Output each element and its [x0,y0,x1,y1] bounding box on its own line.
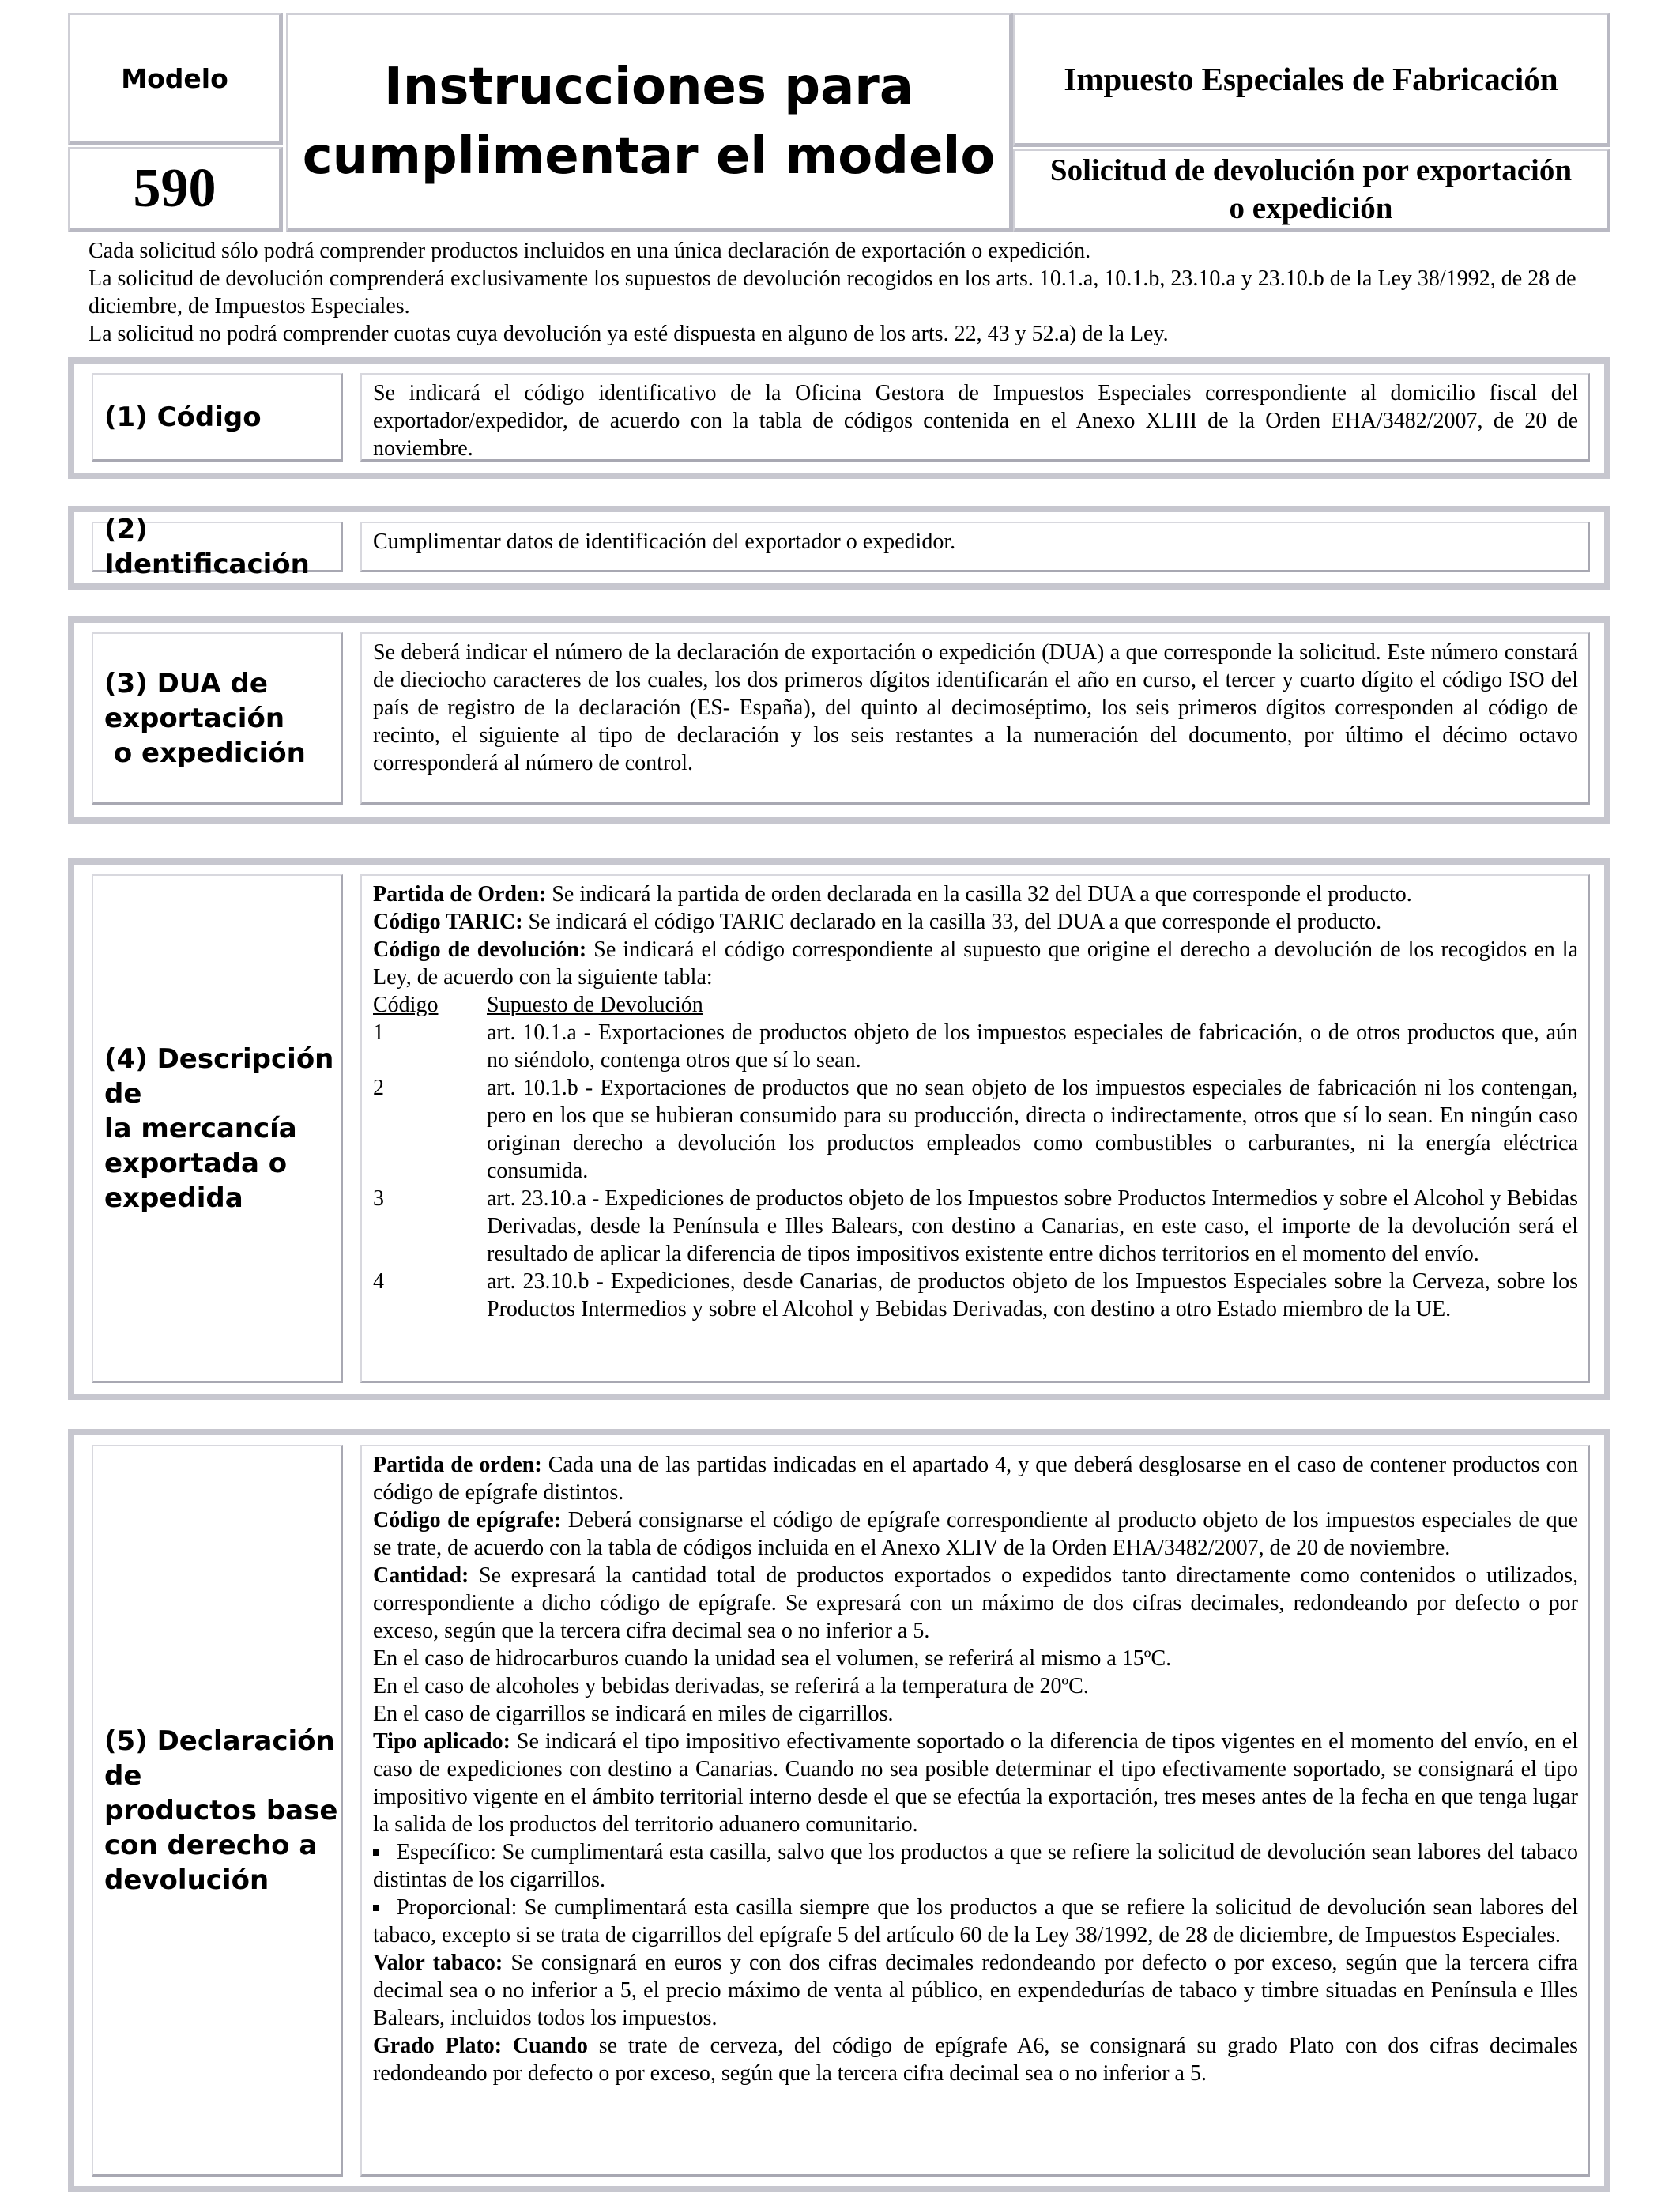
row-text: art. 23.10.a - Expediciones de productos objeto de los Impuestos sobre Productos Intermedios y sobre el Alcohol y Bebidas Derivadas, desde la Península e Illes Balears, con destino a Canarias, en este caso, el importe de la devolución será el resultado de aplicar la diferencia de tipos impositivos existente entre dichos territorios en el momento del envío. [487,1186,1578,1266]
section-5-label-line-4: devolución [104,1864,269,1896]
intro-paragraph-2: La solicitud de devolución comprenderá exclusivamente los supuestos de devolución recogidos en los arts. 10.1.a, 10.1.b, 23.10.a y 23.10.b de la Ley 38/1992, de 28 de diciembre, de Impuestos Especiales. [89,266,1576,319]
grado-plato-term: Grado Plato: Cuando [373,2034,588,2058]
intro-text [89,237,1614,348]
section-1-label: (1) Código [92,373,343,462]
row-text: art. 23.10.b - Expediciones, desde Canarias, de productos objeto de los Impuestos Especiales sobre la Cerveza, sobre los Productos Intermedios y sobre el Alcohol y Bebidas Derivadas, con destino a otro Estado miembro de la UE. [487,1269,1578,1321]
section-3-label-line-3: o expedición [104,737,306,769]
section-1-text: Se indicará el código identificativo de la Oficina Gestora de Impuestos Especiales correspondiente al domicilio fiscal del exportador/expedidor, de acuerdo con la tabla de códigos contenida en el Anexo XLIII de la Orden EHA/3482/2007, de 20 de noviembre. [360,373,1590,462]
section-2-identificacion [68,506,1610,590]
section-5-text [360,1445,1590,2177]
tipo-term: Tipo aplicado: [373,1729,510,1754]
section-4-label-line-4: expedida [104,1182,243,1214]
form-header [68,13,1606,228]
table-row [373,1074,1578,1185]
section-5-declaracion [68,1429,1610,2192]
section-5-label-line-2: productos base [104,1794,338,1826]
row-text: art. 10.1.a - Exportaciones de productos objeto de los impuestos especiales de fabricación, o de otros productos que, aún no siéndolo, contenga otros que sí lo sean. [487,1020,1578,1072]
partida-orden-desc: Se indicará la partida de orden declarada en la casilla 32 del DUA a que corresponde el producto. [546,882,1412,907]
col-codigo: Código [373,993,439,1017]
partida-orden-item [373,880,1578,908]
section-3-label-line-1: (3) DUA de [104,667,268,699]
partida-desc: Cada una de las partidas indicadas en el apartado 4, y que deberá desglosarse en el caso de contener productos con código de epígrafe distintos. [373,1453,1578,1505]
codigo-devolucion-term: Código de devolución: [373,937,587,962]
devolucion-table-header [373,991,1578,1019]
alcoholes-note: En el caso de alcoholes y bebidas derivadas, se referirá a la temperatura de 20ºC. [373,1674,1089,1698]
section-1-codigo [68,357,1610,479]
row-code: 3 [373,1186,384,1211]
section-4-label [92,874,343,1383]
subtitle-line-1: Solicitud de devolución por exportación [1049,153,1573,187]
grado-plato-desc: se trate de cerveza, del código de epígrafe A6, se consignará su grado Plato con dos cifras decimales redondeando por defecto o por exceso, según que la tercera cifra decimal sea o no inferior a 5. [373,2034,1579,2086]
section-4-mercancia [68,858,1610,1400]
row-code: 2 [373,1076,384,1100]
col-supuesto: Supuesto de Devolución [487,993,703,1017]
especifico-desc: Específico: Se cumplimentará esta casilla, salvo que los productos a que se refiere la solicitud de devolución sean labores del tabaco distintas de los cigarrillos. [373,1840,1578,1892]
epigrafe-term: Código de epígrafe: [373,1508,562,1532]
form-subtitle [1013,149,1610,232]
modelo-label: Modelo [68,13,283,145]
page-title [286,13,1013,232]
bullet-icon [373,1849,379,1856]
hidrocarburos-note: En el caso de hidrocarburos cuando la unidad sea el volumen, se referirá al mismo a 15ºC. [373,1646,1172,1671]
tipo-desc: Se indicará el tipo impositivo efectivamente soportado o la diferencia de tipos vigentes en el momento del envío, en el caso de expediciones con destino a Canarias. Cuando no sea posible determinar el tipo efectivamente soportado, se consignará el tipo impositivo vigente en el ámbito territorial interno desde el que se efectúa la exportación, tres meses antes de la fecha en que tenga lugar la salida de los productos del territorio aduanero comunitario. [373,1729,1578,1837]
valor-tabaco-desc: Se consignará en euros y con dos cifras decimales redondeando por defecto o por exceso, según que la tercera cifra decimal sea o no inferior a 5, el precio máximo de venta al público, en expendedurías de tabaco y timbre situadas en Península e Illes Balears, incluidos todos los impuestos. [373,1951,1579,2030]
section-4-label-line-1: (4) Descripción de [104,1042,334,1110]
row-code: 4 [373,1269,384,1294]
title-line-2: cumplimentar el modelo [302,127,996,186]
partida-orden-term: Partida de Orden: [373,882,547,907]
cantidad-term: Cantidad: [373,1563,469,1588]
modelo-number: 590 [68,147,283,232]
section-3-dua [68,616,1610,824]
section-2-text: Cumplimentar datos de identificación del exportador o expedidor. [360,522,1590,572]
cantidad-desc: Se expresará la cantidad total de productos exportados o expedidos tanto directamente como contenidos o utilizados, correspondiente a dicho código de epígrafe. Se expresará con un máximo de dos cifras decimales, redondeando por defecto o por exceso, según que la tercera cifra decimal sea o no inferior a 5. [373,1563,1578,1643]
section-5-label-line-1: (5) Declaración de [104,1725,335,1792]
codigo-taric-desc: Se indicará el código TARIC declarado en la casilla 33, del DUA a que corresponde el producto. [522,910,1382,934]
cigarrillos-note: En el caso de cigarrillos se indicará en miles de cigarrillos. [373,1702,894,1726]
table-row [373,1268,1578,1323]
intro-paragraph-1: Cada solicitud sólo podrá comprender productos incluidos en una única declaración de exportación o expedición. [89,239,1091,263]
section-5-label-line-3: con derecho a [104,1829,318,1861]
section-5-label [92,1445,343,2177]
row-code: 1 [373,1020,384,1045]
codigo-devolucion-desc: Se indicará el código correspondiente al supuesto que origine el derecho a devolución de los recogidos en la Ley, de acuerdo con la siguiente tabla: [373,937,1578,990]
section-3-text: Se deberá indicar el número de la declaración de exportación o expedición (DUA) a que corresponde la solicitud. Este número constará de dieciocho caracteres de los cuales, los dos primeros dígitos identificarán el año en curso, el tercer y cuarto dígito el código ISO del país de registro de la declaración (ES- España), del quinto al decimoséptimo, los seis primeros dígitos corresponden al código de recinto, el siguiente al tipo de declaración y los seis restantes a la numeración del documento, por último el décimo octavo corresponderá al número de control. [360,632,1590,805]
subtitle-line-2: o expedición [1229,191,1393,225]
section-3-label [92,632,343,805]
epigrafe-desc: Deberá consignarse el código de epígrafe correspondiente al producto objeto de los impuestos especiales de que se trate, de acuerdo con la tabla de códigos incluida en el Anexo XLIV de la Orden EHA/3482/2007, de 20 de noviembre. [373,1508,1579,1560]
title-line-1: Instrucciones para [383,58,914,116]
proporcional-desc: Proporcional: Se cumplimentará esta casilla siempre que los productos a que se refiere la solicitud de devolución sean labores del tabaco, excepto si se trata de cigarrillos del epígrafe 5 del artículo 60 de la Ley 38/1992, de 28 de diciembre, de Impuestos Especiales. [373,1895,1578,1947]
bullet-icon [373,1905,379,1911]
table-row [373,1019,1578,1074]
section-2-label: (2) Identificación [92,522,343,572]
section-3-label-line-2: exportación [104,702,285,734]
row-text: art. 10.1.b - Exportaciones de productos que no sean objeto de los impuestos especiales de fabricación ni los contengan, pero en los que se hubieran consumido para su producción, directa o indirectamente, otros que sí lo sean. En ningún caso originan derecho a devolución los productos empleados como combustibles o carburantes, ni la energía eléctrica consumida. [487,1076,1578,1183]
tax-name: Impuesto Especiales de Fabricación [1013,13,1610,147]
intro-paragraph-3: La solicitud no podrá comprender cuotas cuya devolución ya esté dispuesta en alguno de los arts. 22, 43 y 52.a) de la Ley. [89,322,1169,346]
partida-term: Partida de orden: [373,1453,542,1477]
section-4-label-line-3: exportada o [104,1147,288,1179]
codigo-taric-term: Código TARIC: [373,910,523,934]
table-row [373,1185,1578,1268]
section-4-text [360,874,1590,1383]
codigo-taric-item [373,908,1578,936]
valor-tabaco-term: Valor tabaco: [373,1951,503,1975]
section-4-label-line-2: la mercancía [104,1112,297,1144]
codigo-devolucion-item [373,936,1578,991]
